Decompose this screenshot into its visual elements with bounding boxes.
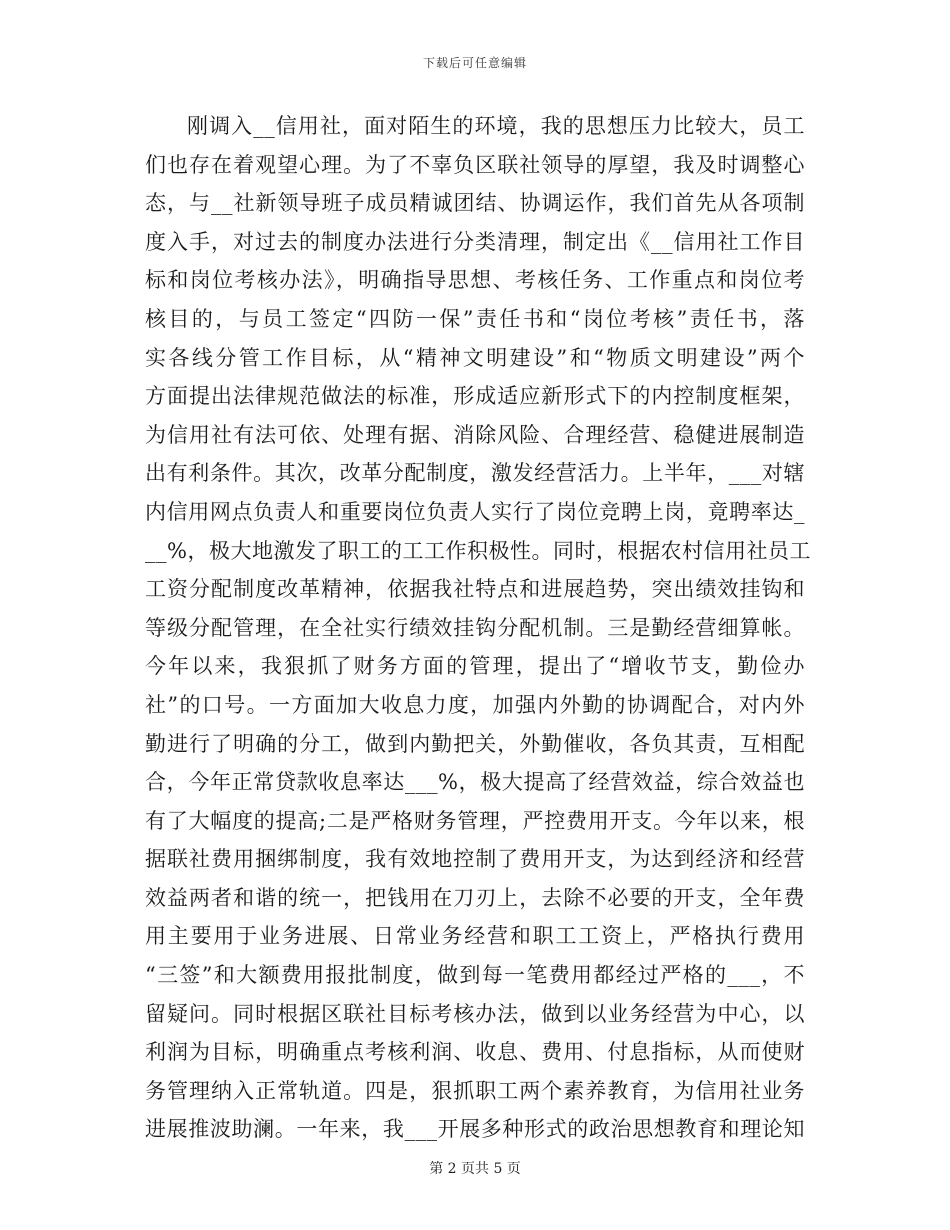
body-line: 工资分配制度改革精神，依据我社特点和进展趋势，突出绩效挂钩和 <box>145 577 805 602</box>
body-line: 等级分配管理，在全社实行绩效挂钩分配机制。三是勤经营细算帐。 <box>145 615 805 640</box>
body-line: 有了大幅度的提高;二是严格财务管理，严控费用开支。今年以来，根 <box>145 808 805 833</box>
body-line: 务管理纳入正常轨道。四是，狠抓职工两个素养教育，为信用社业务 <box>145 1078 805 1103</box>
body-line: 核目的，与员工签定“四防一保”责任书和“岗位考核”责任书，落 <box>145 306 805 331</box>
body-line: 标和岗位考核办法》，明确指导思想、考核任务、工作重点和岗位考 <box>145 268 805 293</box>
body-line: 效益两者和谐的统一，把钱用在刀刃上，去除不必要的开支，全年费 <box>145 885 805 910</box>
body-line: 刚调入__信用社，面对陌生的环境，我的思想压力比较大，员工 <box>187 114 805 138</box>
body-line: 实各线分管工作目标，从“精神文明建设”和“物质文明建设”两个 <box>145 345 805 370</box>
body-line: 为信用社有法可依、处理有据、消除风险、合理经营、稳健进展制造 <box>145 422 805 447</box>
body-line: 内信用网点负责人和重要岗位负责人实行了岗位竞聘上岗，竟聘率达_ <box>145 499 805 524</box>
body-line: 据联社费用捆绑制度，我有效地控制了费用开支，为达到经济和经营 <box>145 847 805 872</box>
document-body <box>145 107 811 1149</box>
body-line: 用主要用于业务进展、日常业务经营和职工工资上，严格执行费用 <box>145 924 805 949</box>
body-line: 们也存在着观望心理。为了不辜负区联社领导的厚望，我及时调整心 <box>145 152 805 177</box>
body-line: 态，与__社新领导班子成员精诚团结、协调运作，我们首先从各项制 <box>145 191 805 216</box>
body-line: 方面提出法律规范做法的标准，形成适应新形式下的内控制度框架， <box>145 384 805 409</box>
body-line: __%，极大地激发了职工的工工作积极性。同时，根据农村信用社员工 <box>145 538 811 563</box>
body-line: 勤进行了明确的分工，做到内勤把关，外勤催收，各负其责，互相配 <box>145 731 805 756</box>
page-number: 第 2 页共 5 页 <box>429 1161 521 1177</box>
body-line: 今年以来，我狠抓了财务方面的管理，提出了“增收节支，勤俭办 <box>145 654 805 679</box>
body-line: 留疑问。同时根据区联社目标考核办法，做到以业务经营为中心，以 <box>145 1001 805 1026</box>
page-header: 下载后可任意编辑 <box>422 56 527 70</box>
body-line: 度入手，对过去的制度办法进行分类清理，制定出《__信用社工作目 <box>145 229 805 254</box>
body-line: 社”的口号。一方面加大收息力度，加强内外勤的协调配合，对内外 <box>145 692 805 717</box>
body-line: 进展推波助澜。一年来，我___开展多种形式的政治思想教育和理论知 <box>145 1117 805 1142</box>
body-line: “三签”和大额费用报批制度，做到每一笔费用都经过严格的___，不 <box>145 963 805 988</box>
body-line: 出有利条件。其次，改革分配制度，激发经营活力。上半年，___对辖 <box>145 461 805 486</box>
body-line: 合，今年正常贷款收息率达___%，极大提高了经营效益，综合效益也 <box>145 770 805 795</box>
body-line: 利润为目标，明确重点考核利润、收息、费用、付息指标，从而使财 <box>145 1040 805 1065</box>
